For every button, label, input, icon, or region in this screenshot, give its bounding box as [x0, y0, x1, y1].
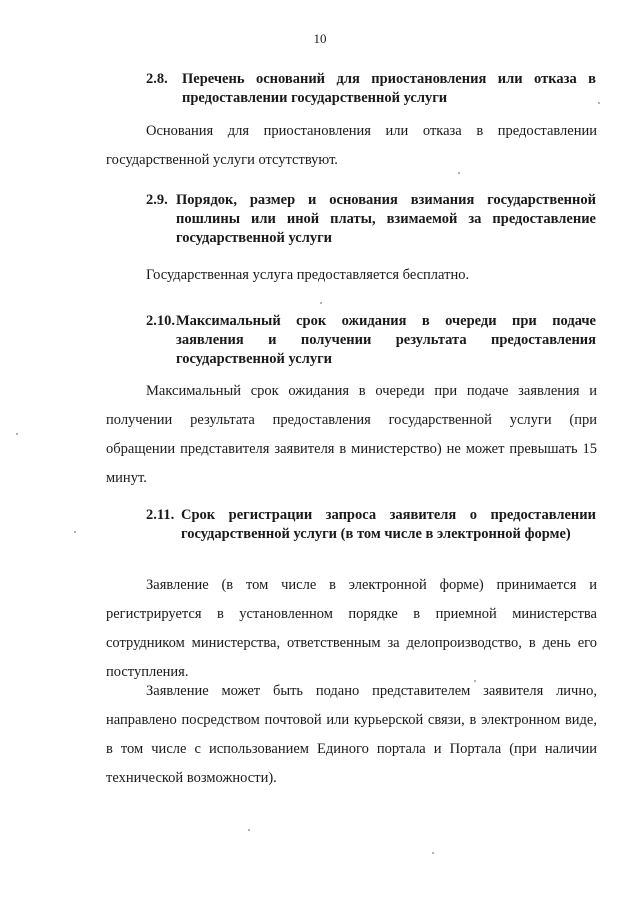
paragraph: Заявление может быть подано представителем заявителя лично, направлено посредством почтовой или курьерской связи, в электронном виде, в том числе с использованием Единого портала и Портала (при наличии технической возможности). — [106, 683, 597, 786]
section-number: 2.10. — [146, 313, 175, 329]
scan-speck — [474, 680, 476, 682]
section-number: 2.9. — [146, 192, 168, 208]
section-heading-2-9 — [146, 191, 596, 248]
section-number: 2.8. — [146, 71, 168, 87]
section-title: Порядок, размер и основания взимания государственной пошлины или иной платы, взимаемой за предоставление государственной услуги — [176, 192, 596, 246]
scan-speck — [16, 433, 18, 435]
paragraph: Заявление (в том числе в электронной форме) принимается и регистрируется в установленном порядке в приемной министерства сотрудником министерства, ответственным за делопроизводство, в день его поступления. — [106, 577, 597, 680]
section-title: Перечень оснований для приостановления или отказа в предоставлении государственной услуги — [182, 71, 596, 106]
paragraph: Максимальный срок ожидания в очереди при подаче заявления и получении результата предоставления государственной услуги (при обращении представителя заявителя в министерство) не может превышать 15 минут. — [106, 383, 597, 486]
section-title: Максимальный срок ожидания в очереди при подаче заявления и получении результата предоставления государственной услуги — [176, 313, 596, 367]
scan-speck — [458, 172, 460, 174]
scan-speck — [432, 852, 434, 854]
scan-speck — [320, 302, 322, 304]
section-number: 2.11. — [146, 507, 175, 523]
section-heading-2-8 — [146, 70, 596, 108]
paragraph: Основания для приостановления или отказа в предоставлении государственной услуги отсутствуют. — [106, 123, 597, 168]
section-title: Срок регистрации запроса заявителя о предоставлении государственной услуги (в том числе в электронной форме) — [181, 507, 596, 542]
paragraph: Государственная услуга предоставляется бесплатно. — [146, 267, 470, 283]
scan-speck — [74, 531, 76, 533]
scan-speck — [598, 102, 600, 104]
section-heading-2-11 — [146, 506, 596, 544]
scan-speck — [248, 829, 250, 831]
section-heading-2-10 — [146, 312, 596, 369]
page-number: 10 — [313, 31, 327, 46]
